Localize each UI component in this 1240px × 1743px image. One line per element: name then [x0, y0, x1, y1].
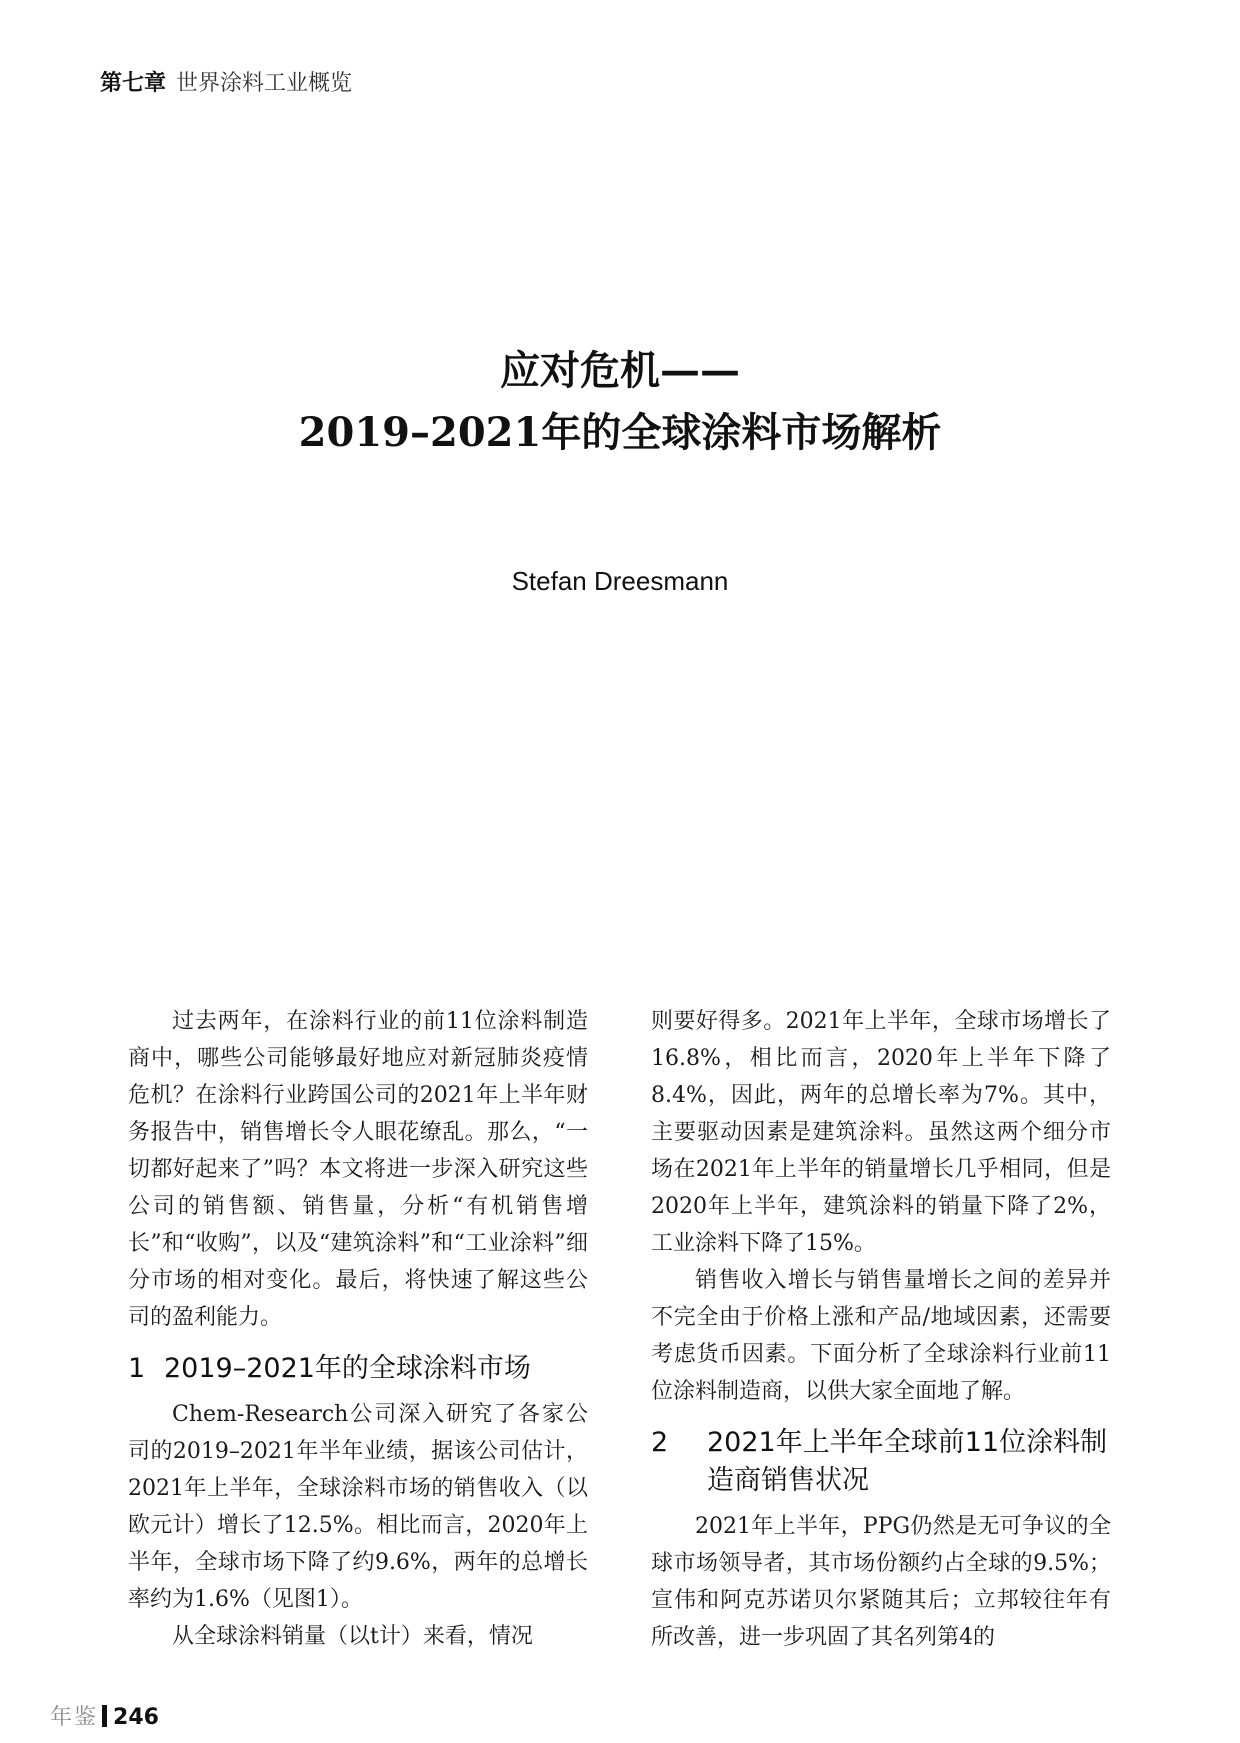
body-paragraph: Chem-Research公司深入研究了各家公司的2019–2021年半年业绩，据该公司估计，2021年上半年，全球涂料市场的销售收入（以欧元计）增长了12.5%。相比而言，2020年上半年，全球市场下降了约9.6%，两年的总增长率约为1.6%（见图1）。 — [128, 1402, 588, 1612]
yearbook-label: 年鉴 — [50, 1705, 99, 1730]
footer-divider-bar — [102, 1705, 107, 1727]
section-heading-2 — [651, 1424, 1111, 1500]
article-title — [0, 340, 1240, 464]
section-label: 世界涂料工业概览 — [176, 71, 353, 96]
author-name: Stefan Dreesmann — [511, 566, 729, 596]
body-paragraph: 从全球涂料销量（以t计）来看，情况 — [172, 1624, 533, 1649]
page-footer — [50, 1700, 159, 1731]
right-column — [651, 1003, 1111, 1656]
body-paragraph: 2021年上半年，PPG仍然是无可争议的全球市场领导者，其市场份额约占全球的9.5%；宣伟和阿克苏诺贝尔紧随其后；立邦较往年有所改善，进一步巩固了其名列第4的 — [651, 1514, 1111, 1650]
page-number: 246 — [113, 1705, 159, 1730]
running-head — [100, 66, 352, 97]
body-paragraph-continued: 则要好得多。2021年上半年，全球市场增长了16.8%，相比而言，2020年上半年下降了8.4%，因此，两年的总增长率为7%。其中，主要驱动因素是建筑涂料。虽然这两个细分市场在2021年上半年的销量增长几乎相同，但是2020年上半年，建筑涂料的销量下降了2%，工业涂料下降了15%。 — [651, 1009, 1111, 1256]
left-column — [128, 1003, 588, 1655]
title-line-2: 2019–2021年的全球涂料市场解析 — [298, 409, 942, 456]
chapter-label: 第七章 — [100, 71, 167, 96]
section-heading-1-number: 1 — [128, 1353, 146, 1384]
section-heading-2-text: 2021年上半年全球前11位涂料制造商销售状况 — [707, 1427, 1108, 1496]
section-heading-1 — [128, 1350, 588, 1388]
section-heading-1-text: 2019–2021年的全球涂料市场 — [164, 1353, 531, 1384]
intro-paragraph: 过去两年，在涂料行业的前11位涂料制造商中，哪些公司能够最好地应对新冠肺炎疫情危机？在涂料行业跨国公司的2021年上半年财务报告中，销售增长令人眼花缭乱。那么，“一切都好起来了”吗？本文将进一步深入研究这些公司的销售额、销售量，分析“有机销售增长”和“收购”，以及“建筑涂料”和“工业涂料”细分市场的相对变化。最后，将快速了解这些公司的盈利能力。 — [128, 1009, 588, 1330]
section-heading-2-number: 2 — [651, 1427, 669, 1458]
body-paragraph: 销售收入增长与销售量增长之间的差异并不完全由于价格上涨和产品/地域因素，还需要考虑货币因素。下面分析了全球涂料行业前11位涂料制造商，以供大家全面地了解。 — [651, 1268, 1111, 1404]
title-line-1: 应对危机—— — [500, 347, 740, 394]
